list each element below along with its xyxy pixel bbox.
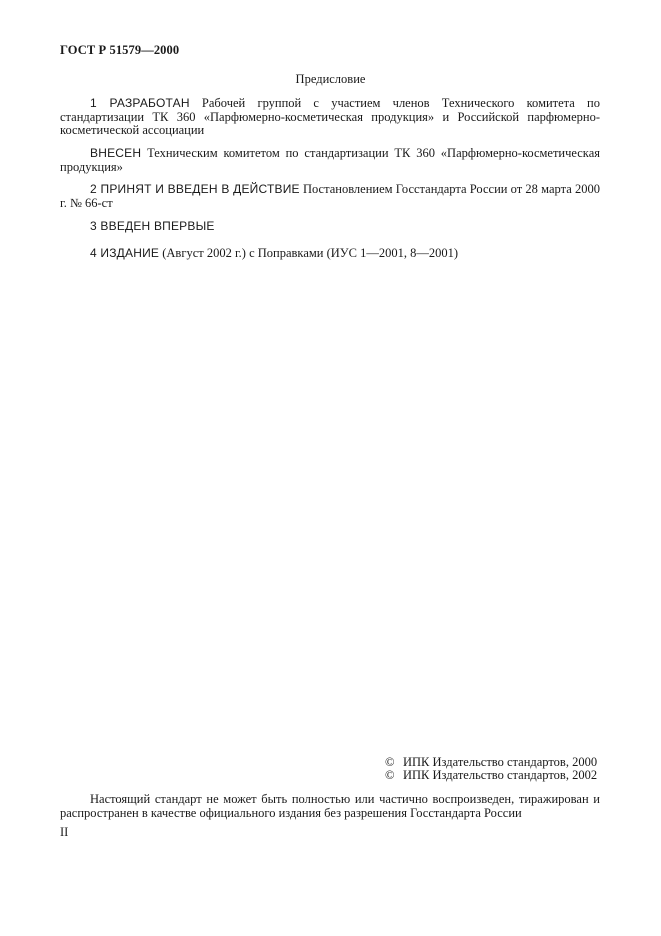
- copyright-symbol: ©: [385, 768, 395, 782]
- foreword-item-introduced: [60, 147, 600, 174]
- foreword-item-first-introduced: [60, 220, 600, 234]
- foreword-item-adopted: [60, 183, 600, 210]
- copyright-text: ИПК Издательство стандартов, 2002: [403, 768, 598, 782]
- foreword-item-edition: [60, 247, 600, 261]
- item-lead: 2 ПРИНЯТ И ВВЕДЕН В ДЕЙСТВИЕ: [90, 182, 300, 196]
- foreword-item-developed: [60, 97, 600, 138]
- item-text: (Август 2002 г.) с Поправками (ИУС 1—2001, 8—2001): [159, 246, 459, 260]
- copyright-text: ИПК Издательство стандартов, 2000: [403, 755, 598, 769]
- item-text: Техническим комитетом по стандартизации ТК 360 «Парфюмерно-косметическая продукция»: [60, 146, 600, 174]
- item-text: Постановлением Госстандарта России от 28 марта 2000 г. № 66-ст: [60, 182, 600, 210]
- copyright-symbol: ©: [385, 755, 395, 769]
- item-lead: 1 РАЗРАБОТАН: [90, 96, 190, 110]
- reproduction-notice: Настоящий стандарт не может быть полностью или частично воспроизведен, тиражирован и распространен в качестве официального издания без разрешения Госстандарта России: [60, 792, 600, 820]
- copyright-line: [385, 768, 600, 782]
- item-text: Рабочей группой с участием членов Технического комитета по стандартизации ТК 360 «Парфюмерно-косметическая продукция» и Российской парфюмерно-косметической ассоциации: [60, 96, 600, 137]
- copyright-line: [385, 755, 600, 769]
- item-lead: 4 ИЗДАНИЕ: [90, 246, 160, 260]
- item-lead: 3 ВВЕДЕН ВПЕРВЫЕ: [90, 219, 215, 233]
- document-code-header: ГОСТ Р 51579—2000: [60, 43, 180, 57]
- foreword-title: Предисловие: [295, 72, 366, 86]
- page-number: II: [60, 825, 69, 839]
- item-lead: ВНЕСЕН: [90, 146, 142, 160]
